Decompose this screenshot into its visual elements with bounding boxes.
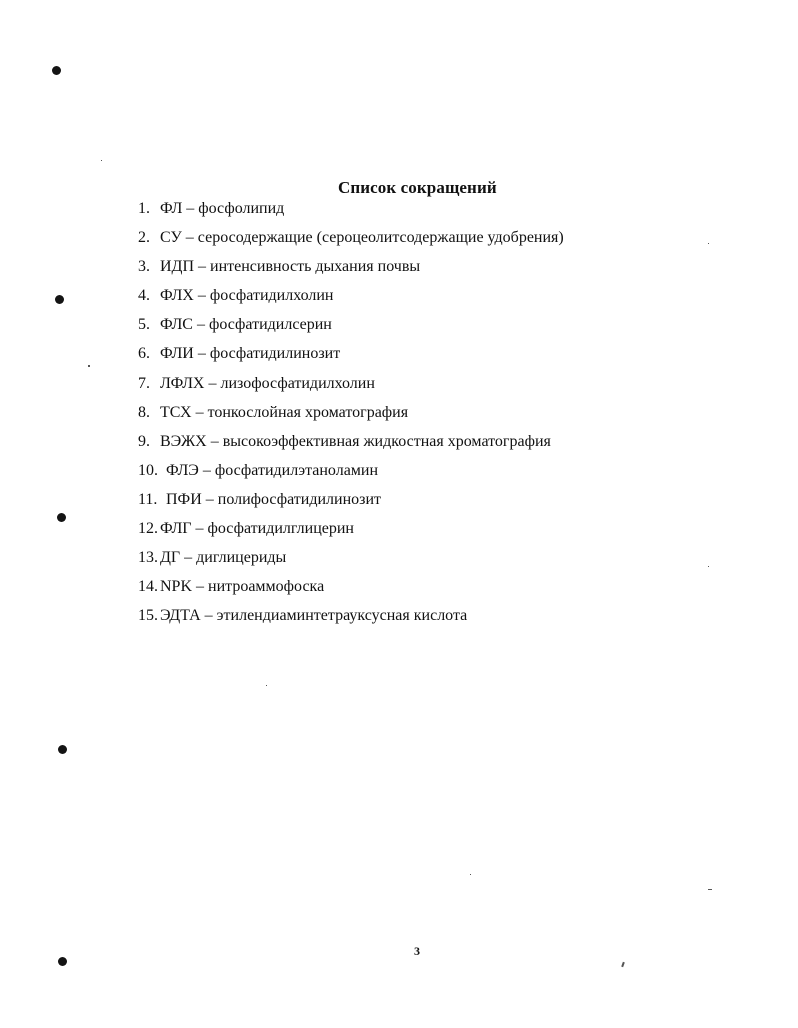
item-text: СУ – серосодержащие (сероцеолитсодержащие удобрения) [160,229,564,247]
binder-hole-5 [58,957,67,966]
list-item [138,519,564,548]
item-number: 5. [138,316,150,334]
list-item [138,548,564,577]
item-number: 4. [138,287,150,305]
list-item [138,374,564,403]
item-number: 11. [138,490,158,508]
item-text: ФЛЭ – фосфатидилэтаноламин [166,461,379,479]
item-text: ЭДТА – этилендиаминтетрауксусная кислота [160,607,468,625]
list-item [138,577,564,606]
scan-speck [101,160,102,161]
binder-hole-3 [57,513,66,522]
page-number: 3 [414,944,420,958]
list-item [138,228,564,257]
item-number: 2. [138,229,150,247]
scan-speck [621,962,625,967]
item-text: ФЛС – фосфатидилсерин [160,316,332,334]
item-text: ЛФЛХ – лизофосфатидилхолин [160,374,375,392]
page-title: Список сокращений [338,178,497,197]
binder-hole-2 [55,295,64,304]
item-number: 8. [138,403,150,421]
abbreviation-list [138,199,564,635]
item-number: 1. [138,200,150,217]
item-number: 15. [138,607,158,625]
scan-speck [708,243,709,244]
item-text: ИДП – интенсивность дыхания почвы [160,258,421,276]
item-number: 3. [138,258,150,276]
item-text: ФЛИ – фосфатидилинозит [160,345,341,363]
list-item [138,490,564,519]
binder-hole-1 [52,66,61,75]
item-number: 6. [138,345,150,363]
list-item [138,199,564,228]
item-number: 10. [138,461,158,479]
list-item [138,403,564,432]
item-text: ВЭЖХ – высокоэффективная жидкостная хроматография [160,432,551,450]
item-text: ФЛ – фосфолипид [160,200,285,217]
item-text: NPK – нитроаммофоска [160,578,325,596]
scan-speck [708,566,709,567]
list-item [138,286,564,315]
item-number: 14. [138,578,158,596]
list-item [138,606,564,635]
item-text: ФЛХ – фосфатидилхолин [160,287,334,305]
list-item [138,432,564,461]
item-number: 13. [138,549,158,567]
list-item [138,315,564,344]
item-number: 7. [138,374,150,392]
item-text: ТСХ – тонкослойная хроматография [160,403,409,421]
scan-speck [88,365,90,367]
item-number: 12. [138,520,158,538]
list-item [138,461,564,490]
item-text: ПФИ – полифосфатидилинозит [166,490,382,508]
binder-hole-4 [58,745,67,754]
list-item [138,344,564,373]
scan-speck [708,889,712,890]
scan-speck [470,874,471,875]
item-text: ФЛГ – фосфатидилглицерин [160,520,354,538]
scan-speck [266,685,267,686]
list-item [138,257,564,286]
item-number: 9. [138,432,150,450]
item-text: ДГ – диглицериды [160,549,287,567]
